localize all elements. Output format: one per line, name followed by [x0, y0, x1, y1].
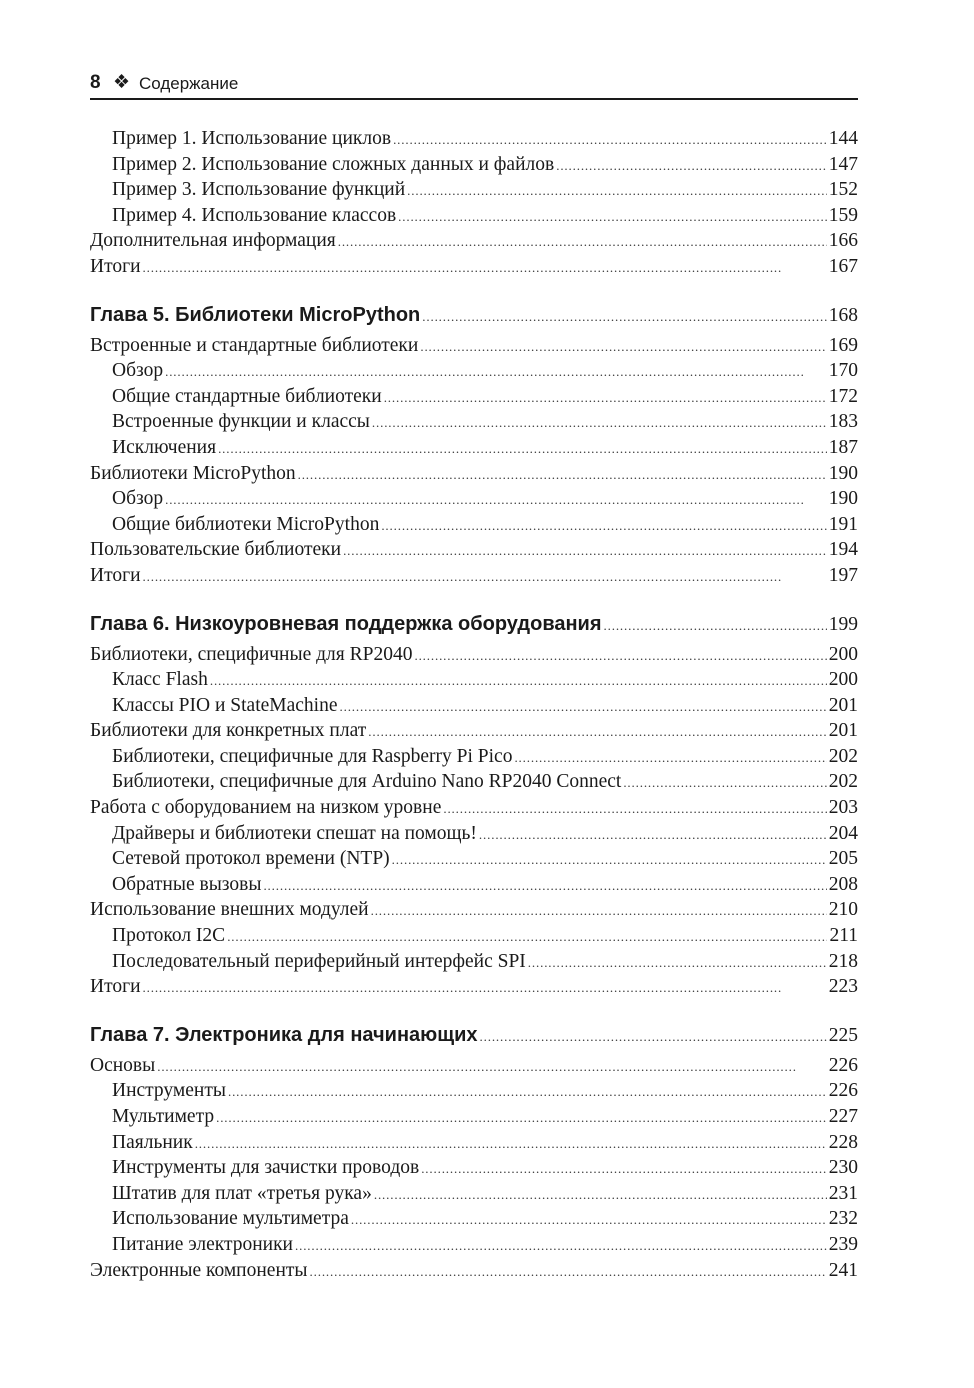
- page-ref: 194: [828, 539, 858, 561]
- chapter-title: Глава 7. Электроника для начинающих: [90, 1023, 478, 1046]
- entry-title: Итоги: [90, 564, 141, 586]
- entry-title: Библиотеки для конкретных плат: [90, 720, 367, 742]
- entry-title: Обзор: [112, 360, 164, 382]
- entry-title: Паяльник: [112, 1131, 193, 1153]
- page-ref: 152: [828, 179, 858, 201]
- dot-leader: [420, 335, 826, 355]
- toc-entry-row: [90, 230, 858, 256]
- toc-entry-row: [90, 644, 858, 670]
- entry-title: Инструменты: [112, 1080, 226, 1102]
- page-ref: 197: [828, 564, 858, 586]
- dot-leader: [528, 951, 827, 971]
- toc-entry-row: [90, 256, 858, 282]
- dot-leader: [398, 205, 827, 225]
- page-ref: 168: [828, 304, 858, 326]
- page-ref: 170: [828, 360, 858, 382]
- toc-entry-row: [90, 205, 858, 231]
- toc-entry-row: [90, 1208, 858, 1234]
- toc-entry-row: [90, 823, 858, 849]
- toc-entry-row: [90, 669, 858, 695]
- toc-entry-row: [90, 463, 858, 489]
- dot-leader: [143, 976, 827, 996]
- entry-title: Мультиметр: [112, 1106, 215, 1127]
- entry-title: Библиотеки, специфичные для RP2040: [90, 643, 413, 665]
- page-ref: 210: [828, 899, 858, 921]
- entry-title: Общие библиотеки MicroPython: [112, 513, 380, 535]
- page-ref: 241: [828, 1259, 858, 1281]
- toc-entry-row: [90, 565, 858, 591]
- toc-entry-row: [90, 1080, 858, 1106]
- entry-title: Штатив для плат «третья рука»: [112, 1182, 372, 1204]
- page-ref: 225: [828, 1024, 858, 1046]
- dot-leader: [310, 1260, 827, 1280]
- page-ref: 223: [828, 976, 858, 998]
- entry-title: Электронные компоненты: [90, 1259, 308, 1281]
- dot-leader: [414, 644, 826, 664]
- toc-entry-row: [90, 411, 858, 437]
- page-ref: 204: [828, 822, 858, 844]
- entry-title: Инструменты для зачистки проводов: [112, 1157, 420, 1179]
- entry-title: Пример 4. Использование классов: [112, 204, 397, 226]
- dot-leader: [157, 1055, 827, 1075]
- entry-title: Встроенные функции и классы: [112, 411, 370, 433]
- page-ref: 201: [828, 720, 858, 742]
- page-ref: 191: [828, 513, 858, 535]
- entry-title: Классы PIO и StateMachine: [112, 694, 338, 716]
- dot-leader: [143, 256, 827, 276]
- dot-leader: [372, 411, 827, 431]
- page-ref: 226: [828, 1054, 858, 1076]
- page-ref: 190: [828, 462, 858, 484]
- dot-leader: [298, 463, 827, 483]
- dot-leader: [623, 771, 826, 791]
- dot-leader: [421, 1157, 827, 1177]
- dot-leader: [295, 1234, 827, 1254]
- dot-leader: [422, 304, 826, 324]
- toc-entry-row: [90, 720, 858, 746]
- entry-title: Драйверы и библиотеки спешат на помощь!: [112, 822, 477, 844]
- entry-title: Библиотеки MicroPython: [90, 462, 296, 484]
- toc-chapter-row: [90, 304, 858, 335]
- dot-leader: [604, 613, 827, 633]
- page-ref: 167: [828, 255, 858, 277]
- page-ref: 230: [828, 1157, 858, 1179]
- toc-entry-row: [90, 1157, 858, 1183]
- section-title: Содержание: [139, 74, 239, 93]
- entry-title: Сетевой протокол времени (NTP): [112, 848, 390, 870]
- dot-leader: [443, 797, 826, 817]
- page-ref: 201: [828, 694, 858, 716]
- toc-entry-row: [90, 1234, 858, 1260]
- page-ref: 202: [828, 771, 858, 793]
- dot-leader: [263, 874, 826, 894]
- page-ref: 211: [829, 925, 858, 947]
- entry-title: Общие стандартные библиотеки: [112, 385, 382, 407]
- table-of-contents: [90, 128, 858, 1285]
- page-ref: 232: [828, 1208, 858, 1230]
- page-ref: 228: [828, 1131, 858, 1153]
- toc-entry-row: [90, 539, 858, 565]
- page-ref: 226: [828, 1080, 858, 1102]
- page-ref: 166: [828, 230, 858, 252]
- dot-leader: [165, 488, 827, 508]
- dot-leader: [195, 1132, 827, 1152]
- page-ref: 187: [828, 436, 858, 458]
- page-ref: 239: [828, 1233, 858, 1255]
- toc-chapter-row: [90, 613, 858, 644]
- entry-title: Протокол I2C: [112, 925, 226, 947]
- toc-entry-row: [90, 1260, 858, 1286]
- page-ref: 227: [828, 1106, 858, 1127]
- dot-leader: [514, 746, 826, 766]
- entry-title: Библиотеки, специфичные для Raspberry Pi Pico: [112, 745, 513, 767]
- dot-leader: [393, 128, 827, 148]
- dot-leader: [392, 848, 827, 868]
- dot-leader: [371, 899, 827, 919]
- toc-chapter-row: [90, 1024, 858, 1055]
- dot-leader: [479, 823, 827, 843]
- page-ref: 147: [828, 153, 858, 175]
- toc-entry-row: [90, 514, 858, 540]
- toc-entry-row: [90, 874, 858, 900]
- toc-entry-row: [90, 1183, 858, 1209]
- chapter-title: Глава 5. Библиотеки MicroPython: [90, 303, 421, 326]
- entry-title: Пример 1. Использование циклов: [112, 128, 392, 149]
- dot-leader: [340, 695, 827, 715]
- page-ref: 190: [828, 488, 858, 510]
- entry-title: Последовательный периферийный интерфейс SPI: [112, 950, 526, 972]
- entry-title: Библиотеки, специфичные для Arduino Nano RP2040 Connect: [112, 771, 622, 793]
- dot-leader: [338, 230, 827, 250]
- toc-entry-row: [90, 360, 858, 386]
- dot-leader: [210, 669, 827, 689]
- dot-leader: [227, 925, 827, 945]
- ornament-icon: ❖: [113, 72, 131, 93]
- dot-leader: [218, 437, 827, 457]
- entry-title: Класс Flash: [112, 669, 208, 691]
- page-ref: 231: [828, 1182, 858, 1204]
- page-ref: 218: [828, 950, 858, 972]
- entry-title: Дополнительная информация: [90, 230, 336, 252]
- toc-entry-row: [90, 695, 858, 721]
- toc-entry-row: [90, 925, 858, 951]
- entry-title: Исключения: [112, 436, 217, 458]
- toc-entry-row: [90, 951, 858, 977]
- toc-entry-row: [90, 1132, 858, 1158]
- toc-entry-row: [90, 771, 858, 797]
- dot-leader: [374, 1183, 827, 1203]
- entry-title: Работа с оборудованием на низком уровне: [90, 797, 442, 819]
- toc-entry-row: [90, 154, 858, 180]
- entry-title: Встроенные и стандартные библиотеки: [90, 334, 419, 356]
- dot-leader: [381, 514, 826, 534]
- toc-entry-row: [90, 128, 858, 154]
- page-ref: 208: [828, 873, 858, 895]
- entry-title: Использование мультиметра: [112, 1208, 349, 1230]
- entry-title: Итоги: [90, 976, 141, 998]
- toc-entry-row: [90, 335, 858, 361]
- entry-title: Использование внешних модулей: [90, 899, 369, 921]
- page-ref: 203: [828, 797, 858, 819]
- entry-title: Питание электроники: [112, 1233, 293, 1255]
- dot-leader: [480, 1024, 827, 1044]
- toc-entry-row: [90, 437, 858, 463]
- toc-entry-row: [90, 899, 858, 925]
- dot-leader: [384, 386, 827, 406]
- page-ref: 183: [828, 411, 858, 433]
- toc-entry-row: [90, 179, 858, 205]
- page-ref: 200: [828, 669, 858, 691]
- entry-title: Пользовательские библиотеки: [90, 539, 342, 561]
- dot-leader: [351, 1208, 827, 1228]
- entry-title: Обратные вызовы: [112, 873, 262, 895]
- entry-title: Пример 3. Использование функций: [112, 179, 406, 201]
- entry-title: Итоги: [90, 255, 141, 277]
- page-ref: 199: [828, 613, 858, 635]
- dot-leader: [407, 179, 827, 199]
- entry-title: Пример 2. Использование сложных данных и файлов: [112, 153, 555, 175]
- page-number: 8: [90, 72, 101, 93]
- page-ref: 172: [828, 385, 858, 407]
- page-ref: 159: [828, 204, 858, 226]
- dot-leader: [343, 539, 827, 559]
- page-ref: 169: [828, 334, 858, 356]
- toc-entry-row: [90, 488, 858, 514]
- page-ref: 205: [828, 848, 858, 870]
- page-ref: 144: [828, 128, 858, 149]
- toc-entry-row: [90, 746, 858, 772]
- toc-entry-row: [90, 1055, 858, 1081]
- page-ref: 200: [828, 643, 858, 665]
- dot-leader: [368, 720, 826, 740]
- chapter-title: Глава 6. Низкоуровневая поддержка оборудования: [90, 612, 602, 635]
- dot-leader: [556, 154, 827, 174]
- toc-entry-row: [90, 976, 858, 1002]
- dot-leader: [228, 1080, 827, 1100]
- toc-entry-row: [90, 1106, 858, 1132]
- toc-entry-row: [90, 386, 858, 412]
- dot-leader: [143, 565, 827, 585]
- dot-leader: [165, 360, 827, 380]
- entry-title: Основы: [90, 1054, 156, 1076]
- dot-leader: [216, 1106, 827, 1126]
- running-header: [90, 70, 858, 100]
- toc-entry-row: [90, 848, 858, 874]
- toc-entry-row: [90, 797, 858, 823]
- page-ref: 202: [828, 745, 858, 767]
- entry-title: Обзор: [112, 488, 164, 510]
